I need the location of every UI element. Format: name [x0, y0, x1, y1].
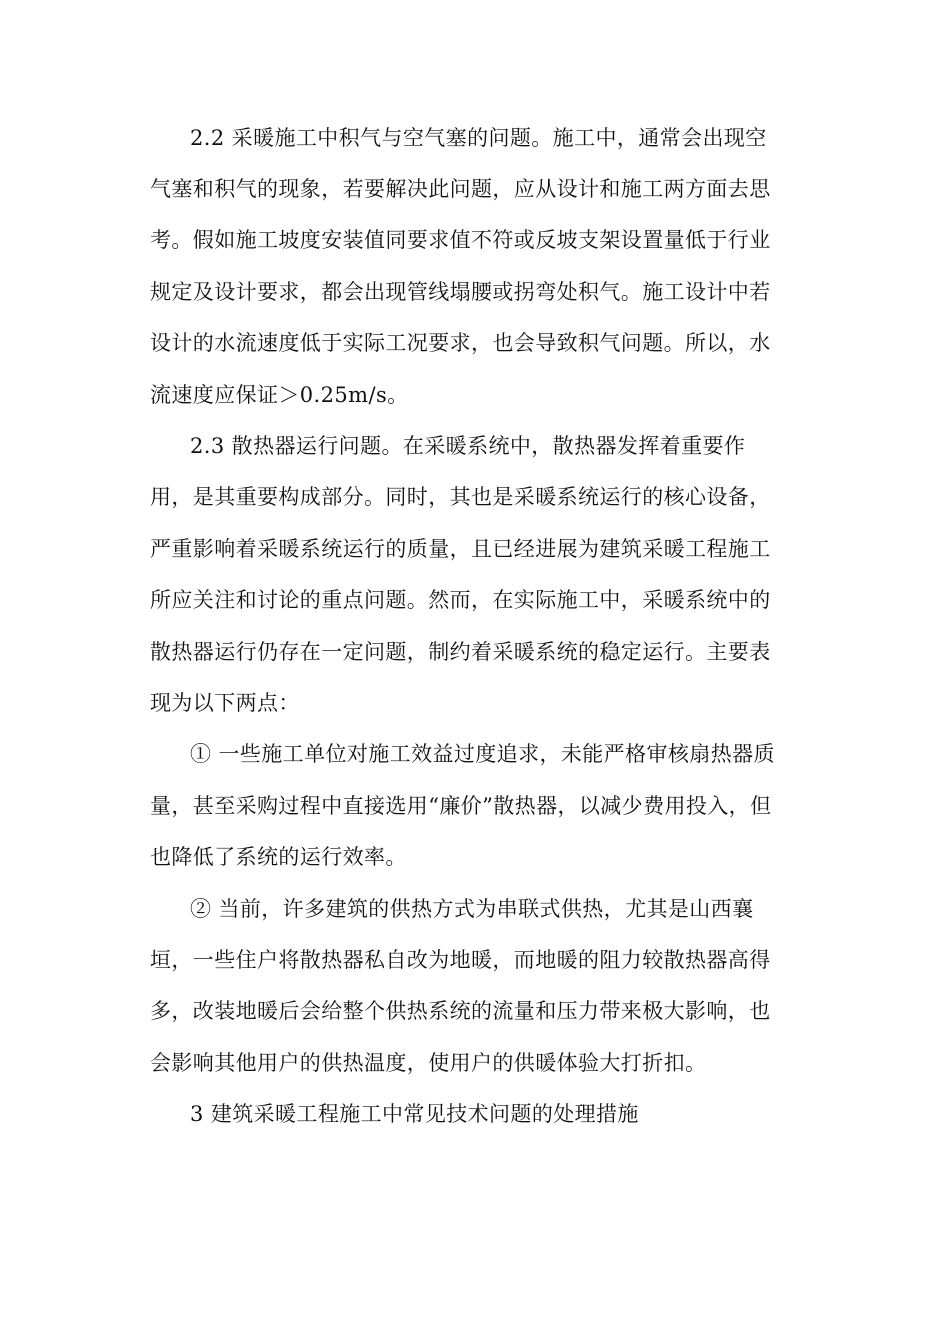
text-line: ② 当前，许多建筑的供热方式为串联式供热，尤其是山西襄 — [190, 897, 754, 921]
text-line: 所应关注和讨论的重点问题。然而，在实际施工中，采暖系统中的 — [150, 588, 771, 612]
text-line: 考。假如施工坡度安装值同要求值不符或反坡支架设置量低于行业 — [150, 228, 771, 252]
text-line: 气塞和积气的现象，若要解决此问题，应从设计和施工两方面去思 — [150, 177, 771, 201]
text-line: 规定及设计要求，都会出现管线塌腰或拐弯处积气。施工设计中若 — [150, 280, 771, 304]
text-line: 现为以下两点： — [150, 691, 300, 715]
text-line: 量，甚至采购过程中直接选用“廉价”散热器，以减少费用投入，但 — [150, 794, 772, 818]
text-line: 散热器运行仍存在一定问题，制约着采暖系统的稳定运行。主要表 — [150, 640, 771, 664]
text-line: 也降低了系统的运行效率。 — [150, 845, 407, 869]
text-line: 设计的水流速度低于实际工况要求，也会导致积气问题。所以，水 — [150, 331, 771, 355]
text-line: 2.2 采暖施工中积气与空气塞的问题。施工中，通常会出现空 — [190, 126, 767, 150]
text-line: 多，改装地暖后会给整个供热系统的流量和压力带来极大影响，也 — [150, 999, 771, 1023]
text-line: 3 建筑采暖工程施工中常见技术问题的处理措施 — [190, 1102, 639, 1126]
text-line: ① 一些施工单位对施工效益过度追求，未能严格审核扇热器质 — [190, 742, 775, 766]
text-line: 垣，一些住户将散热器私自改为地暖，而地暖的阻力较散热器高得 — [150, 948, 771, 972]
text-line: 会影响其他用户的供热温度，使用户的供暖体验大打折扣。 — [150, 1051, 707, 1075]
text-line: 严重影响着采暖系统运行的质量，且已经进展为建筑采暖工程施工 — [150, 537, 771, 561]
text-line: 用，是其重要构成部分。同时，其也是采暖系统运行的核心设备， — [150, 485, 771, 509]
text-line: 2.3 散热器运行问题。在采暖系统中，散热器发挥着重要作 — [190, 434, 746, 458]
text-line: 流速度应保证＞0.25m/s。 — [150, 383, 409, 407]
